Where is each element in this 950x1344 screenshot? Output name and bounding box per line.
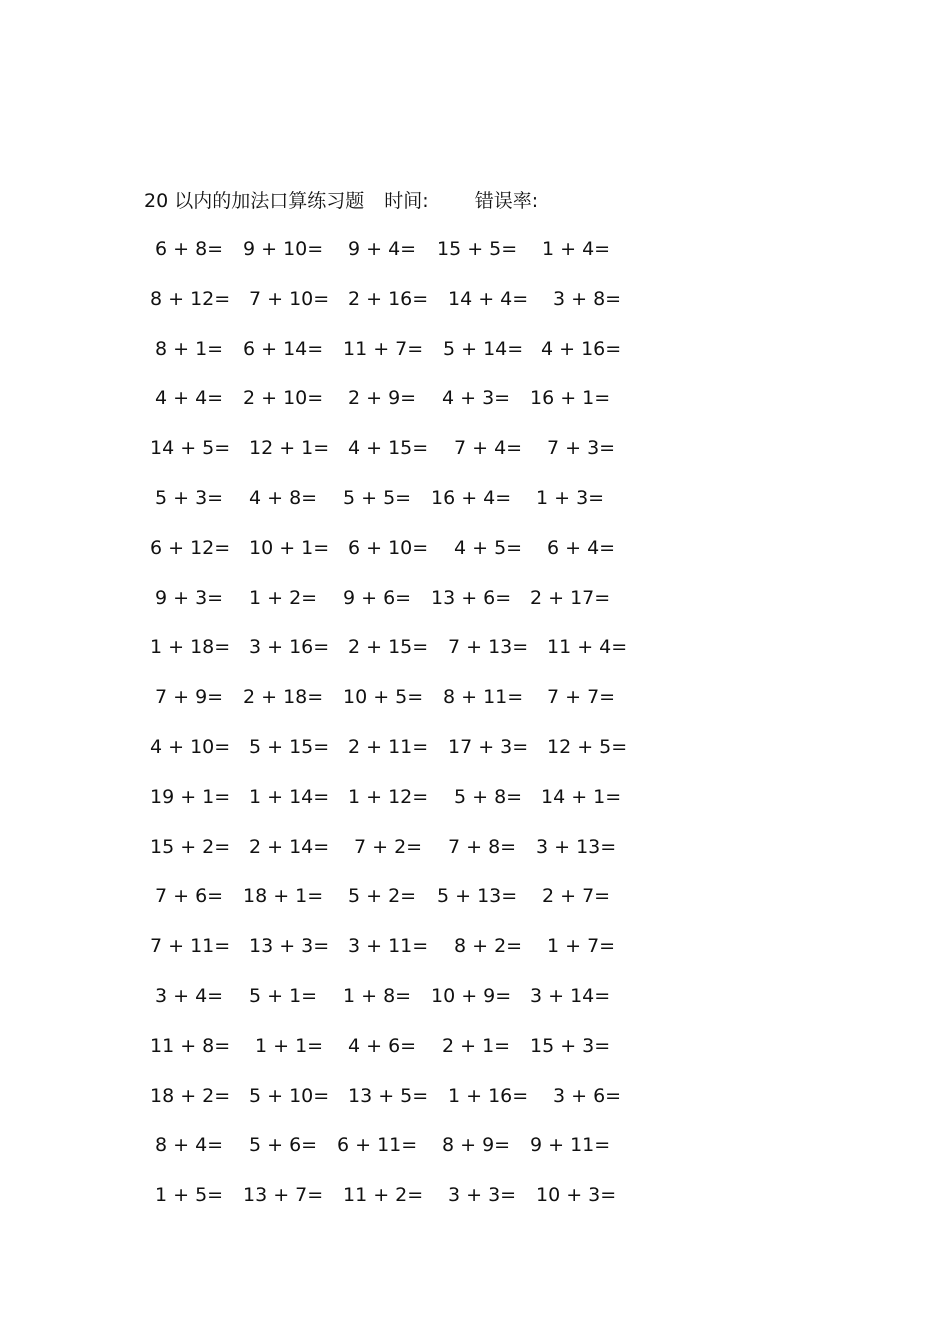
problem-row [0, 631, 950, 681]
worksheet-header [144, 186, 538, 216]
problem-item: 1 + 18= [150, 636, 231, 659]
problem-item: 6 + 14= [243, 337, 324, 360]
problem-item: 7 + 10= [249, 287, 330, 310]
problem-item: 15 + 2= [150, 835, 231, 858]
problem-item: 15 + 3= [530, 1034, 611, 1057]
problem-item: 8 + 1= [155, 337, 224, 360]
problem-row [0, 1080, 950, 1130]
problem-item: 3 + 14= [530, 984, 611, 1007]
problem-item: 12 + 5= [547, 735, 628, 758]
problem-item: 7 + 8= [448, 835, 517, 858]
problem-item: 11 + 8= [150, 1034, 231, 1057]
problem-item: 6 + 12= [150, 536, 231, 559]
problem-item: 1 + 14= [249, 785, 330, 808]
problem-item: 14 + 4= [448, 287, 529, 310]
problem-item: 10 + 5= [343, 686, 424, 709]
problem-grid [0, 233, 950, 1229]
problem-item: 6 + 4= [547, 536, 616, 559]
problem-item: 14 + 5= [150, 437, 231, 460]
problem-item: 3 + 4= [155, 984, 224, 1007]
problem-item: 7 + 2= [354, 835, 423, 858]
problem-item: 5 + 2= [348, 885, 417, 908]
problem-item: 9 + 4= [348, 238, 417, 260]
problem-item: 3 + 16= [249, 636, 330, 659]
problem-item: 8 + 12= [150, 287, 231, 310]
problem-item: 5 + 13= [437, 885, 518, 908]
problem-item: 2 + 11= [348, 735, 429, 758]
problem-item: 10 + 3= [536, 1184, 617, 1207]
problem-row [0, 731, 950, 781]
problem-row [0, 382, 950, 432]
problem-item: 2 + 15= [348, 636, 429, 659]
problem-item: 7 + 3= [547, 437, 616, 460]
problem-item: 2 + 10= [243, 387, 324, 410]
problem-item: 8 + 9= [442, 1134, 511, 1157]
problem-item: 5 + 10= [249, 1084, 330, 1107]
problem-item: 13 + 3= [249, 935, 330, 958]
problem-item: 16 + 4= [431, 486, 512, 509]
problem-item: 7 + 11= [150, 935, 231, 958]
problem-item: 1 + 5= [155, 1184, 224, 1207]
problem-row [0, 681, 950, 731]
problem-item: 7 + 9= [155, 686, 224, 709]
problem-row [0, 582, 950, 632]
problem-item: 3 + 6= [553, 1084, 622, 1107]
problem-item: 2 + 1= [442, 1034, 511, 1057]
problem-item: 4 + 10= [150, 735, 231, 758]
problem-row [0, 781, 950, 831]
problem-item: 13 + 6= [431, 586, 512, 609]
error-rate-label: 错误率: [474, 190, 539, 212]
problem-item: 8 + 4= [155, 1134, 224, 1157]
problem-row [0, 532, 950, 582]
problem-item: 1 + 3= [536, 486, 605, 509]
problem-item: 4 + 16= [541, 337, 622, 360]
problem-item: 13 + 5= [348, 1084, 429, 1107]
problem-item: 1 + 1= [255, 1034, 324, 1057]
problem-item: 17 + 3= [448, 735, 529, 758]
problem-item: 7 + 13= [448, 636, 529, 659]
problem-item: 3 + 11= [348, 935, 429, 958]
problem-row [0, 482, 950, 532]
problem-item: 3 + 8= [553, 287, 622, 310]
problem-row [0, 1179, 950, 1229]
problem-item: 14 + 1= [541, 785, 622, 808]
problem-item: 2 + 16= [348, 287, 429, 310]
problem-item: 1 + 16= [448, 1084, 529, 1107]
problem-row [0, 333, 950, 383]
problem-item: 4 + 15= [348, 437, 429, 460]
problem-item: 4 + 8= [249, 486, 318, 509]
problem-row [0, 880, 950, 930]
problem-row [0, 1030, 950, 1080]
worksheet-title: 20 以内的加法口算练习题 [144, 190, 365, 212]
problem-row [0, 233, 950, 283]
problem-item: 9 + 3= [155, 586, 224, 609]
problem-row [0, 831, 950, 881]
problem-item: 5 + 5= [343, 486, 412, 509]
problem-row [0, 930, 950, 980]
problem-item: 6 + 10= [348, 536, 429, 559]
problem-item: 4 + 4= [155, 387, 224, 410]
problem-row [0, 283, 950, 333]
problem-item: 8 + 11= [443, 686, 524, 709]
problem-item: 9 + 11= [530, 1134, 611, 1157]
problem-item: 2 + 9= [348, 387, 417, 410]
problem-item: 15 + 5= [437, 238, 518, 260]
time-label: 时间: [384, 190, 429, 212]
problem-item: 5 + 15= [249, 735, 330, 758]
problem-item: 10 + 1= [249, 536, 330, 559]
problem-item: 9 + 6= [343, 586, 412, 609]
problem-item: 3 + 13= [536, 835, 617, 858]
problem-item: 7 + 4= [454, 437, 523, 460]
problem-item: 1 + 4= [542, 238, 611, 260]
problem-item: 1 + 7= [547, 935, 616, 958]
problem-item: 5 + 14= [443, 337, 524, 360]
problem-item: 8 + 2= [454, 935, 523, 958]
problem-item: 2 + 14= [249, 835, 330, 858]
problem-item: 6 + 8= [155, 238, 224, 260]
problem-item: 5 + 3= [155, 486, 224, 509]
problem-item: 9 + 10= [243, 238, 324, 260]
problem-item: 11 + 4= [547, 636, 628, 659]
problem-item: 2 + 7= [542, 885, 611, 908]
problem-item: 18 + 1= [243, 885, 324, 908]
problem-item: 4 + 5= [454, 536, 523, 559]
problem-item: 12 + 1= [249, 437, 330, 460]
problem-item: 11 + 2= [343, 1184, 424, 1207]
problem-item: 4 + 3= [442, 387, 511, 410]
problem-item: 7 + 7= [547, 686, 616, 709]
problem-item: 5 + 8= [454, 785, 523, 808]
problem-item: 5 + 1= [249, 984, 318, 1007]
problem-item: 1 + 8= [343, 984, 412, 1007]
problem-item: 6 + 11= [337, 1134, 418, 1157]
problem-row [0, 432, 950, 482]
problem-item: 1 + 12= [348, 785, 429, 808]
problem-row [0, 1129, 950, 1179]
problem-item: 4 + 6= [348, 1034, 417, 1057]
problem-item: 1 + 2= [249, 586, 318, 609]
problem-item: 13 + 7= [243, 1184, 324, 1207]
problem-item: 11 + 7= [343, 337, 424, 360]
problem-item: 3 + 3= [448, 1184, 517, 1207]
problem-item: 10 + 9= [431, 984, 512, 1007]
problem-item: 5 + 6= [249, 1134, 318, 1157]
problem-item: 16 + 1= [530, 387, 611, 410]
problem-row [0, 980, 950, 1030]
problem-item: 7 + 6= [155, 885, 224, 908]
problem-item: 18 + 2= [150, 1084, 231, 1107]
problem-item: 2 + 18= [243, 686, 324, 709]
problem-item: 2 + 17= [530, 586, 611, 609]
problem-item: 19 + 1= [150, 785, 231, 808]
